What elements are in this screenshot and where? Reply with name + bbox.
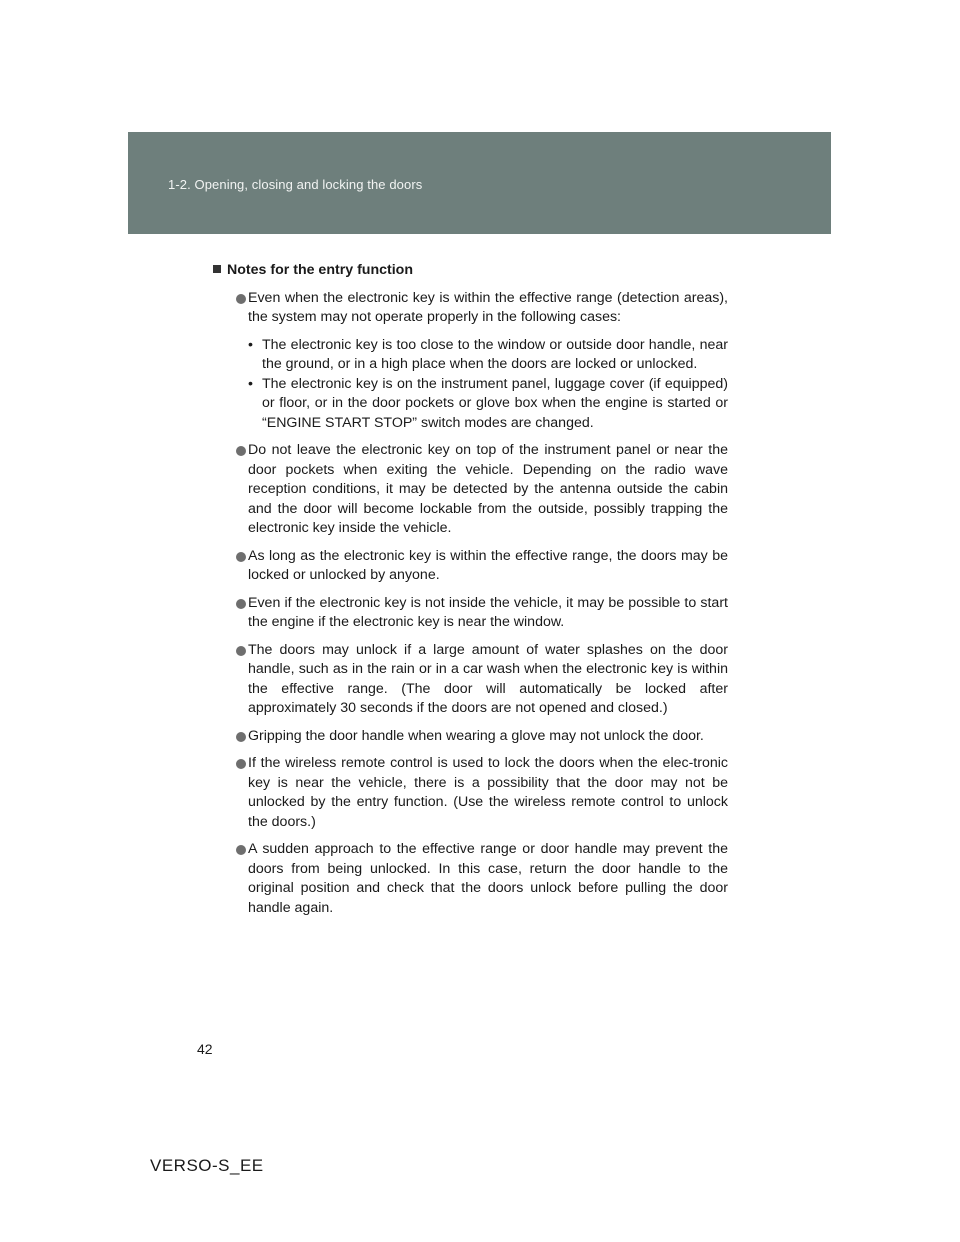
round-bullet-icon [236, 732, 246, 742]
sub-item [248, 336, 728, 375]
note-item [213, 727, 728, 747]
note-text: Even when the electronic key is within the effective range (detection areas), the system may not operate properly in the following cases: [248, 289, 728, 325]
notes-heading-text: Notes for the entry function [227, 262, 414, 278]
round-bullet-icon [236, 446, 246, 456]
note-text: Even if the electronic key is not inside the vehicle, it may be possible to start the engine if the electronic key is near the window. [248, 594, 728, 630]
note-text: The doors may unlock if a large amount of water splashes on the door handle, such as in the rain or in a car wash when the electronic key is within the effective range. (The door will automatically be locked after approximately 30 seconds if the doors are not opened and closed.) [248, 641, 728, 716]
note-item [213, 594, 728, 633]
round-bullet-icon [236, 845, 246, 855]
small-bullet-icon: • [248, 375, 253, 392]
note-item [213, 441, 728, 539]
sub-list [248, 336, 728, 434]
note-item [213, 547, 728, 586]
note-text: Gripping the door handle when wearing a glove may not unlock the door. [248, 727, 704, 744]
page-number: 42 [197, 1041, 213, 1057]
note-text: As long as the electronic key is within the effective range, the doors may be locked or unlocked by anyone. [248, 547, 728, 583]
note-text: If the wireless remote control is used to lock the doors when the elec-tronic key is near the vehicle, there is a possibility that the door may not be unlocked by the entry function. (Use the wireless remote control to unlock the doors.) [248, 755, 728, 830]
section-title: 1-2. Opening, closing and locking the doors [168, 177, 423, 192]
note-item [213, 289, 728, 434]
round-bullet-icon [236, 552, 246, 562]
round-bullet-icon [236, 646, 246, 656]
note-text: Do not leave the electronic key on top of the instrument panel or near the door pockets when exiting the vehicle. Depending on the radio wave reception conditions, it may be detected by the antenna outside the cabin and the door will become lockable from the outside, possibly trapping the electronic key inside the vehicle. [248, 442, 728, 536]
model-code: VERSO-S_EE [150, 1156, 264, 1175]
notes-section [213, 261, 728, 926]
notes-heading [213, 261, 728, 281]
round-bullet-icon [236, 599, 246, 609]
square-bullet-icon [213, 265, 221, 273]
sub-item-text: The electronic key is too close to the window or outside door handle, near the ground, or in a high place when the doors are locked or unlocked. [262, 336, 728, 372]
note-item [213, 754, 728, 832]
round-bullet-icon [236, 759, 246, 769]
note-item [213, 641, 728, 719]
section-header-band [128, 132, 831, 234]
round-bullet-icon [236, 294, 246, 304]
note-text: A sudden approach to the effective range or door handle may prevent the doors from being unlocked. In this case, return the door handle to the original position and check that the doors unlock before pulling the door handle again. [248, 841, 728, 916]
sub-item-text: The electronic key is on the instrument panel, luggage cover (if equipped) or floor, or in the door pockets or glove box when the engine is started or “ENGINE START STOP” switch modes are changed. [262, 375, 728, 431]
sub-item [248, 375, 728, 434]
note-item [213, 840, 728, 918]
small-bullet-icon: • [248, 336, 253, 353]
